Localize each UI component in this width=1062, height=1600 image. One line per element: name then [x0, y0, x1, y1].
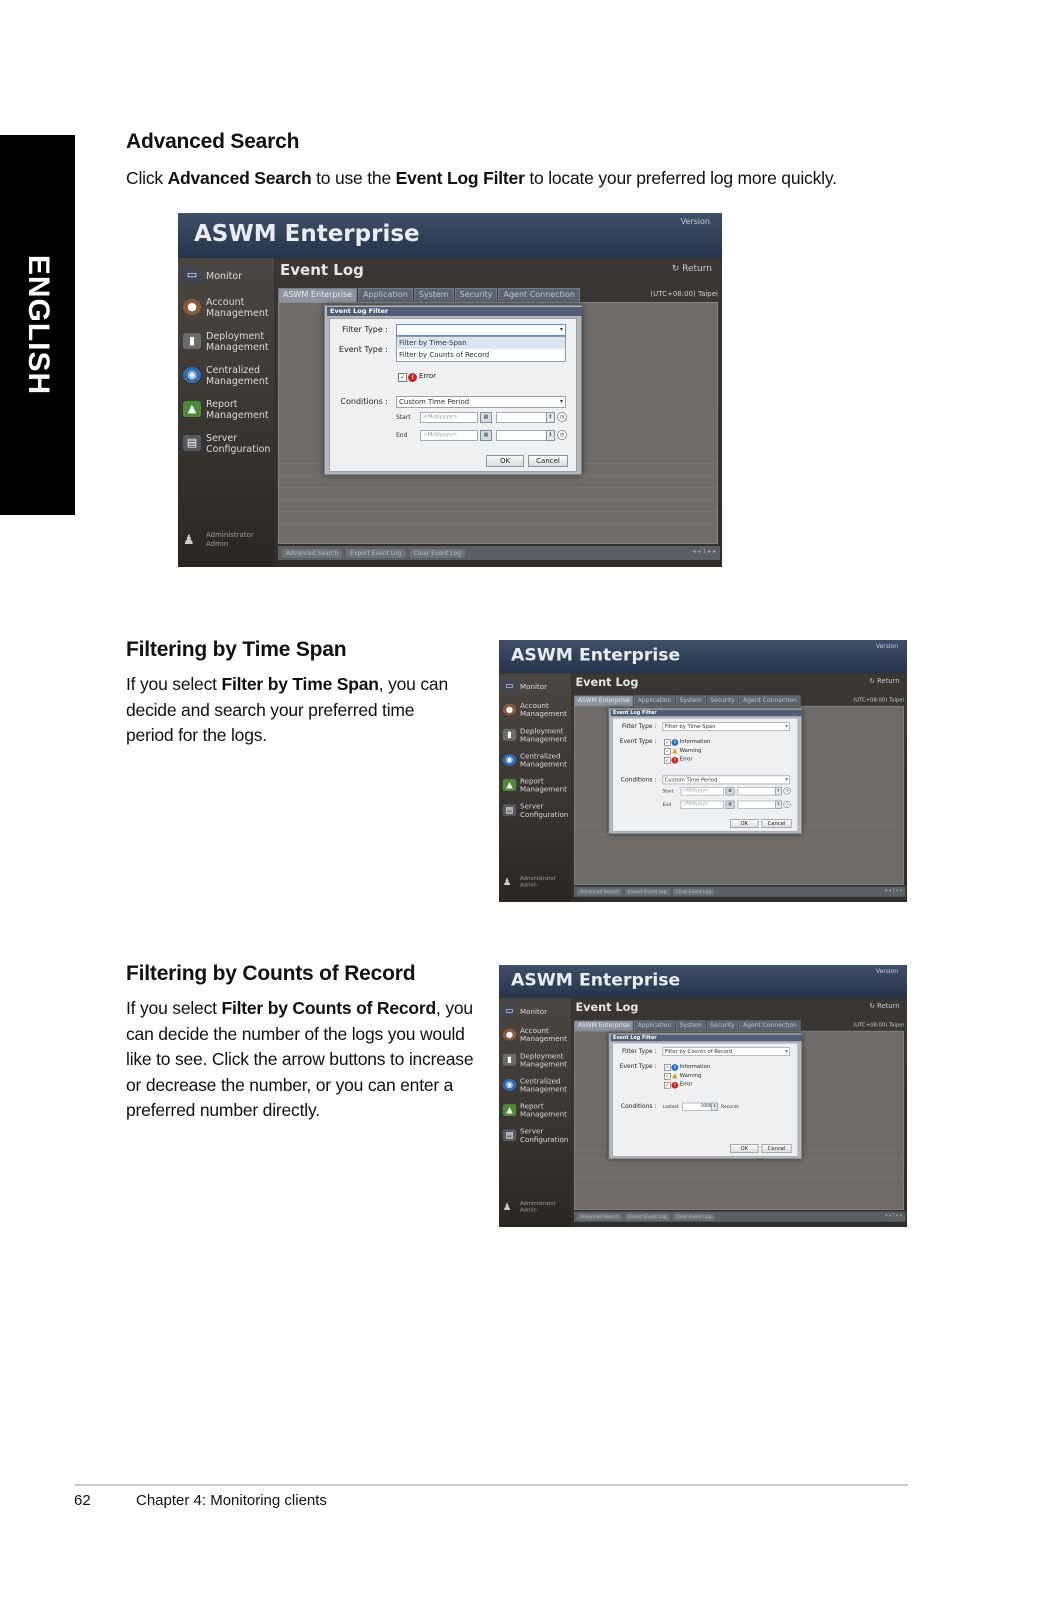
cancel-button[interactable]: Cancel	[528, 455, 568, 467]
error-checkbox[interactable]: ✓ ! Error	[399, 372, 437, 381]
account-icon: ●	[183, 299, 201, 315]
calendar-icon[interactable]: ▦	[726, 801, 735, 809]
app-logo: ASWM Enterprise	[511, 970, 681, 991]
filter-type-select[interactable]	[396, 324, 566, 336]
event-log-filter-dialog	[324, 305, 582, 475]
chevron-down-icon: ▾	[785, 723, 788, 729]
warning-icon: ▲	[672, 747, 678, 755]
nav-account-management[interactable]: ● Account Management	[182, 294, 274, 326]
monitor-icon: ▭	[503, 1005, 517, 1017]
time-span-text: If you select Filter by Time Span, you can decide and search your preferred time period for the logs.	[126, 674, 448, 745]
cancel-button[interactable]: Cancel	[762, 819, 792, 828]
app-sidebar: ▭ Monitor ● Account Management ▮ Deployment Management ◉ Centralized Management ▲ Report Management ▤ Server Configuration ♟ Administrator Admin	[499, 673, 571, 902]
record-count-input[interactable]: 1000	[682, 1103, 714, 1111]
panel-title: Event Log	[575, 675, 639, 689]
app-logo: ASWM Enterprise	[194, 221, 420, 247]
nav-report-management[interactable]: ▲ Report Management	[502, 1100, 571, 1124]
log-tabs	[278, 288, 581, 302]
user-icon: ♟	[502, 1201, 512, 1213]
error-checkbox[interactable]: ✓ ! Error	[665, 756, 693, 763]
nav-deployment-management[interactable]: ▮ Deployment Management	[502, 725, 571, 749]
dialog-title: Event Log Filter	[327, 307, 582, 316]
log-tabs	[574, 1021, 801, 1031]
filter-type-select[interactable]: Filter by Time-Span ▾	[663, 722, 791, 731]
language-label: ENGLISH	[21, 254, 55, 396]
warning-checkbox[interactable]: ✓ ▲ Warning	[665, 747, 702, 755]
event-type-label: Event Type :	[619, 1062, 657, 1070]
information-checkbox[interactable]: ✓ i Information	[665, 738, 711, 746]
app-header	[178, 213, 722, 258]
app-header	[499, 640, 907, 673]
server-icon: ▤	[183, 435, 201, 451]
export-log-button[interactable]: Export Event Log	[346, 549, 405, 558]
report-icon: ▲	[503, 1104, 517, 1116]
server-icon: ▤	[503, 1129, 517, 1141]
timezone: (UTC+08:00) Taipei	[650, 290, 718, 298]
info-icon: i	[672, 1064, 679, 1071]
start-label: Start	[396, 414, 411, 421]
conditions-select[interactable]: Custom Time Period ▾	[396, 396, 566, 408]
pager[interactable]: ◂ ◂ 1 ▸ ▸	[692, 548, 716, 555]
filter-type-label: Filter Type :	[342, 325, 388, 334]
clear-log-button[interactable]: Clear Event Log	[410, 549, 465, 558]
start-date-input[interactable]: <M/d/yyyy>	[420, 412, 478, 423]
chapter-title: Chapter 4: Monitoring clients	[136, 1492, 327, 1509]
version-link[interactable]: Version	[875, 967, 898, 975]
tab-security[interactable]: Security	[706, 1021, 738, 1031]
clear-log-button[interactable]: Clear Event Log	[673, 888, 715, 895]
timezone: (UTC+08:00) Taipei	[853, 696, 904, 703]
bottom-toolbar	[278, 546, 720, 560]
ok-button[interactable]: OK	[730, 1144, 759, 1153]
language-side-tab	[0, 135, 75, 515]
bottom-toolbar	[574, 886, 906, 896]
option-counts[interactable]: Filter by Counts of Record	[399, 351, 490, 359]
nav-server-configuration[interactable]: ▤ Server Configuration	[182, 430, 274, 462]
tab-security[interactable]: Security	[706, 696, 738, 706]
chevron-down-icon: ▾	[785, 776, 788, 783]
nav-deployment-management[interactable]: ▮ Deployment Management	[182, 328, 274, 360]
start-date-input[interactable]: <M/d/yyyy>	[681, 787, 725, 795]
end-date-input[interactable]: <M/d/yyyy>	[681, 801, 725, 809]
refresh-icon: ↻	[671, 264, 683, 274]
end-label: End	[396, 432, 408, 439]
counts-text: If you select Filter by Counts of Record, you can decide the number of the logs you would like to see. Click the arrow buttons to increase or decrease the number, or you can enter a preferred number directly.	[126, 998, 474, 1120]
tab-system[interactable]: System	[676, 696, 706, 706]
records-label: Records	[721, 1104, 739, 1110]
tab-application[interactable]: Application	[634, 696, 675, 706]
version-link[interactable]: Version	[680, 217, 710, 226]
tab-application[interactable]: Application	[358, 288, 413, 302]
refresh-icon: ↻	[869, 1002, 878, 1011]
nav-report-management[interactable]: ▲ Report Management	[182, 396, 274, 428]
nav-monitor[interactable]: ▭ Monitor	[182, 262, 274, 294]
export-log-button[interactable]: Export Event Log	[625, 888, 670, 895]
screenshot-advanced-search	[178, 213, 722, 567]
clock-icon[interactable]: ◷	[557, 412, 567, 422]
ok-button[interactable]: OK	[486, 455, 524, 467]
chevron-down-icon: ▾	[559, 398, 563, 405]
tab-agent-connection[interactable]: Agent Connection	[498, 288, 580, 302]
nav-centralized-management[interactable]: ◉ Centralized Management	[502, 750, 571, 774]
screenshot-counts	[499, 965, 907, 1227]
nav-server-configuration[interactable]: ▤ Server Configuration	[502, 1126, 571, 1150]
tab-application[interactable]: Application	[634, 1021, 675, 1031]
centralized-icon: ◉	[503, 1079, 517, 1091]
information-checkbox[interactable]: ✓ i Information	[665, 1063, 711, 1071]
tab-system[interactable]: System	[414, 288, 454, 302]
conditions-label: Conditions :	[340, 397, 388, 406]
advanced-search-button[interactable]: Advanced Search	[282, 549, 342, 558]
nav-deployment-management[interactable]: ▮ Deployment Management	[502, 1050, 571, 1074]
end-label: End	[662, 802, 672, 808]
panel-title: Event Log	[280, 261, 364, 279]
event-log-filter-dialog	[609, 708, 803, 834]
app-sidebar: ▭ Monitor ● Account Management ▮ Deployment Management ◉ Centralized Management ▲ Report Management ▤ Server Configuration ♟ Administrator Admin	[178, 258, 274, 567]
user-icon: ♟	[502, 876, 512, 888]
server-icon: ▤	[503, 804, 517, 816]
event-log-filter-dialog	[609, 1033, 803, 1159]
event-type-label: Event Type :	[619, 737, 657, 745]
nav-monitor[interactable]: ▭ Monitor	[502, 1001, 571, 1025]
nav-monitor[interactable]: ▭ Monitor	[502, 676, 571, 700]
deployment-icon: ▮	[183, 333, 201, 349]
footer-rule	[75, 1484, 908, 1486]
tab-aswm-enterprise[interactable]: ASWM Enterprise	[574, 1021, 633, 1031]
error-checkbox[interactable]: ✓ ! Error	[665, 1081, 693, 1088]
log-tabs	[574, 696, 801, 706]
cancel-button[interactable]: Cancel	[762, 1144, 792, 1153]
error-icon: !	[672, 757, 679, 764]
nav-centralized-management[interactable]: ◉ Centralized Management	[182, 362, 274, 394]
nav-account-management[interactable]: ● Account Management	[502, 700, 571, 724]
app-logo: ASWM Enterprise	[511, 645, 681, 666]
spinner-icon[interactable]: ⇕	[775, 787, 782, 795]
dialog-title: Event Log Filter	[611, 710, 802, 717]
event-type-label: Event Type :	[338, 345, 388, 354]
deployment-icon: ▮	[503, 1054, 517, 1066]
deployment-icon: ▮	[503, 729, 517, 741]
bottom-toolbar	[574, 1211, 906, 1221]
app-sidebar: ▭ Monitor ● Account Management ▮ Deployment Management ◉ Centralized Management ▲ Report Management ▤ Server Configuration ♟ Administrator Admin	[499, 998, 571, 1227]
end-date-input[interactable]: <M/d/yyyy>	[420, 430, 478, 441]
report-icon: ▲	[183, 401, 201, 417]
counts-heading: Filtering by Counts of Record	[126, 962, 416, 985]
error-icon: !	[408, 373, 417, 382]
conditions-label: Conditions :	[620, 776, 657, 783]
user-icon: ♟	[183, 533, 195, 548]
screenshot-time-span	[499, 640, 907, 902]
refresh-icon: ↻	[869, 677, 878, 686]
clear-log-button[interactable]: Clear Event Log	[673, 1213, 715, 1220]
advanced-search-button[interactable]: Advanced Search	[577, 888, 622, 895]
tab-aswm-enterprise[interactable]: ASWM Enterprise	[278, 288, 357, 302]
spinner-icon[interactable]: ⇕	[711, 1103, 718, 1111]
report-icon: ▲	[503, 779, 517, 791]
return-button[interactable]: ↻ Return	[869, 677, 900, 686]
calendar-icon[interactable]: ▦	[480, 412, 492, 423]
app-header	[499, 965, 907, 998]
latest-label: Lastest	[662, 1104, 679, 1110]
tab-system[interactable]: System	[676, 1021, 706, 1031]
monitor-icon: ▭	[503, 680, 517, 692]
timezone: (UTC+08:00) Taipei	[853, 1021, 904, 1028]
chevron-down-icon: ▾	[559, 326, 563, 333]
calendar-icon[interactable]: ▦	[726, 787, 735, 795]
clock-icon[interactable]: ◷	[783, 787, 791, 794]
filter-type-dropdown	[396, 336, 566, 362]
panel-title: Event Log	[575, 1000, 639, 1014]
pager[interactable]: ◂ ◂ 1 ▸ ▸	[884, 1212, 903, 1219]
option-time-span[interactable]: Filter by Time-Span	[397, 337, 565, 349]
advanced-search-heading: Advanced Search	[126, 130, 300, 153]
tab-agent-connection[interactable]: Agent Connection	[739, 1021, 800, 1031]
pager[interactable]: ◂ ◂ 1 ▸ ▸	[884, 887, 903, 894]
nav-account-management[interactable]: ● Account Management	[502, 1025, 571, 1049]
export-log-button[interactable]: Export Event Log	[625, 1213, 670, 1220]
filter-type-label: Filter Type :	[622, 722, 657, 730]
start-label: Start	[662, 788, 674, 794]
calendar-icon[interactable]: ▦	[480, 430, 492, 441]
end-time-input[interactable]	[496, 430, 548, 441]
ok-button[interactable]: OK	[730, 819, 759, 828]
info-icon: i	[672, 739, 679, 746]
error-icon: !	[672, 1082, 679, 1089]
nav-report-management[interactable]: ▲ Report Management	[502, 775, 571, 799]
warning-icon: ▲	[672, 1072, 678, 1080]
version-link[interactable]: Version	[875, 642, 898, 650]
start-time-input[interactable]	[738, 787, 777, 795]
tab-agent-connection[interactable]: Agent Connection	[739, 696, 800, 706]
clock-icon[interactable]: ◷	[557, 430, 567, 440]
tab-security[interactable]: Security	[455, 288, 498, 302]
filter-type-label: Filter Type :	[622, 1047, 657, 1055]
return-button[interactable]: ↻ Return	[869, 1002, 900, 1011]
advanced-search-text: Click Advanced Search to use the Event Log Filter to locate your preferred log more quickly.	[126, 168, 837, 188]
spinner-icon[interactable]: ⇕	[546, 412, 555, 423]
chevron-down-icon: ▾	[785, 1048, 788, 1054]
nav-centralized-management[interactable]: ◉ Centralized Management	[502, 1075, 571, 1099]
advanced-search-button[interactable]: Advanced Search	[577, 1213, 622, 1220]
start-time-input[interactable]	[496, 412, 548, 423]
conditions-select[interactable]: Custom Time Period ▾	[663, 775, 791, 784]
clock-icon[interactable]: ◷	[783, 801, 791, 808]
conditions-label: Conditions :	[620, 1102, 657, 1110]
centralized-icon: ◉	[183, 367, 201, 383]
tab-aswm-enterprise[interactable]: ASWM Enterprise	[574, 696, 633, 706]
time-span-heading: Filtering by Time Span	[126, 638, 347, 661]
spinner-icon[interactable]: ⇕	[546, 430, 555, 441]
filter-type-select[interactable]: Filter by Counts of Record ▾	[663, 1047, 791, 1056]
page-number: 62	[74, 1492, 91, 1509]
return-button[interactable]: ↻ Return	[671, 264, 712, 274]
spinner-icon[interactable]: ⇕	[775, 801, 782, 809]
centralized-icon: ◉	[503, 754, 517, 766]
end-time-input[interactable]	[738, 801, 777, 809]
dialog-title: Event Log Filter	[611, 1035, 802, 1042]
monitor-icon: ▭	[183, 267, 201, 283]
warning-checkbox[interactable]: ✓ ▲ Warning	[665, 1072, 702, 1080]
account-icon: ●	[503, 1029, 517, 1041]
nav-server-configuration[interactable]: ▤ Server Configuration	[502, 801, 571, 825]
account-icon: ●	[503, 704, 517, 716]
